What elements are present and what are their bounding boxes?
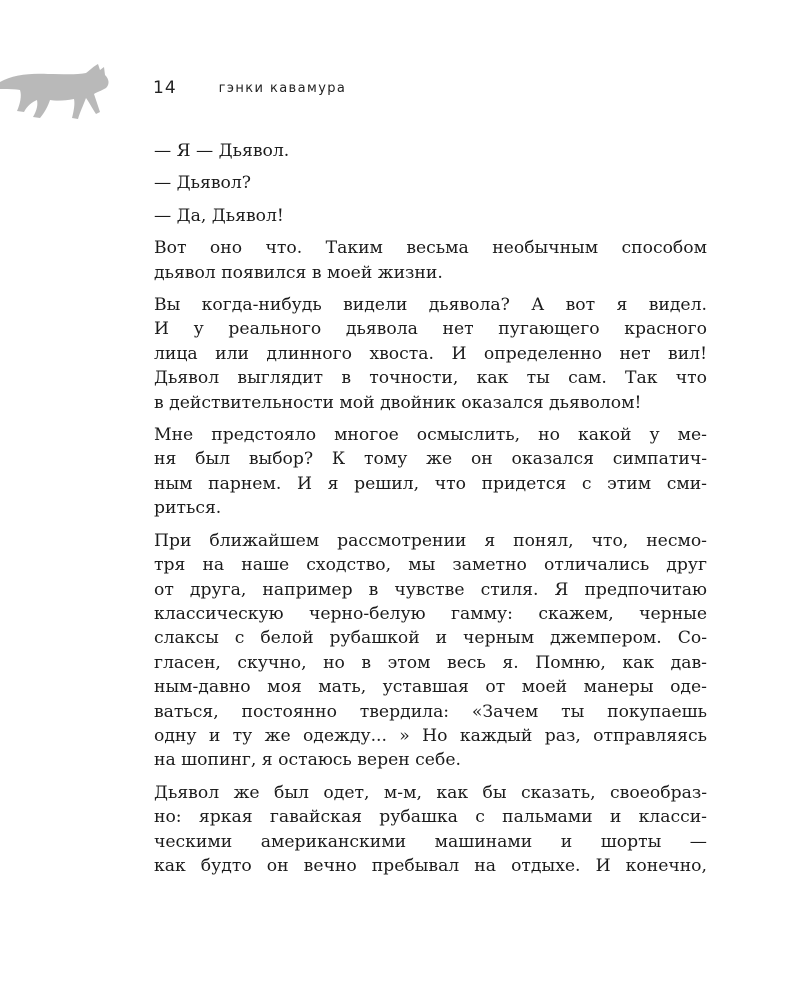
text-line: ваться, постоянно твердила: «Зачем ты покупаешь: [154, 701, 707, 722]
paragraph: [154, 423, 707, 521]
text-line: слаксы с белой рубашкой и черным джемпером. Со-: [154, 628, 707, 649]
text-line: Вы когда-нибудь видели дьявола? А вот я видел.: [154, 295, 707, 316]
cat-silhouette-shape: [0, 64, 109, 119]
paragraph: [154, 529, 707, 773]
cat-silhouette-icon: [0, 62, 112, 120]
text-line: классическую черно-белую гамму: скажем, черные: [154, 603, 707, 624]
text-line: Мне предстояло многое осмыслить, но какой у ме-: [154, 425, 707, 446]
text-line: на шопинг, я остаюсь верен себе.: [154, 750, 461, 771]
text-line: И у реального дьявола нет пугающего красного: [154, 319, 707, 340]
text-line: лица или длинного хвоста. И определенно нет вил!: [154, 343, 707, 364]
text-line: риться.: [154, 498, 222, 519]
paragraph: [154, 781, 707, 879]
dialogue-line: — Дьявол?: [154, 173, 251, 194]
paragraph: [154, 293, 707, 415]
running-head: [153, 76, 346, 100]
text-line: одну и ту же одежду... » Но каждый раз, отправляясь: [154, 725, 707, 746]
text-line: Дьявол выглядит в точности, как ты сам. Так что: [154, 368, 707, 389]
text-line: тря на наше сходство, мы заметно отличались друг: [154, 555, 707, 576]
dialogue-line: — Я — Дьявол.: [154, 141, 290, 161]
text-line: от друга, например в чувстве стиля. Я предпочитаю: [154, 579, 707, 600]
text-line: Вот оно что. Таким весьма необычным способом: [154, 238, 707, 259]
body-text: [154, 139, 707, 886]
text-line: Дьявол же был одет, м-м, как бы сказать, своеобраз-: [154, 782, 707, 803]
author-name: гэнки кавамура: [218, 80, 347, 96]
text-line: как будто он вечно пребывал на отдыхе. И конечно,: [154, 855, 707, 876]
text-line: ческими американскими машинами и шорты —: [154, 831, 707, 852]
text-line: ным парнем. И я решил, что придется с этим сми-: [154, 473, 707, 494]
text-line: дьявол появился в моей жизни.: [154, 262, 443, 283]
text-line: гласен, скучно, но в этом весь я. Помню, как дав-: [154, 652, 707, 673]
text-line: но: яркая гавайская рубашка с пальмами и класси-: [154, 807, 707, 828]
text-line: ным-давно моя мать, уставшая от моей манеры оде-: [154, 677, 707, 698]
text-line: При ближайшем рассмотрении я понял, что, несмо-: [154, 530, 707, 551]
dialogue-line: — Да, Дьявол!: [154, 205, 284, 226]
text-line: в действительности мой двойник оказался дьяволом!: [154, 392, 642, 413]
paragraph: [154, 236, 707, 285]
text-line: ня был выбор? К тому же он оказался симпатич-: [154, 449, 707, 470]
page-number: 14: [153, 78, 177, 98]
